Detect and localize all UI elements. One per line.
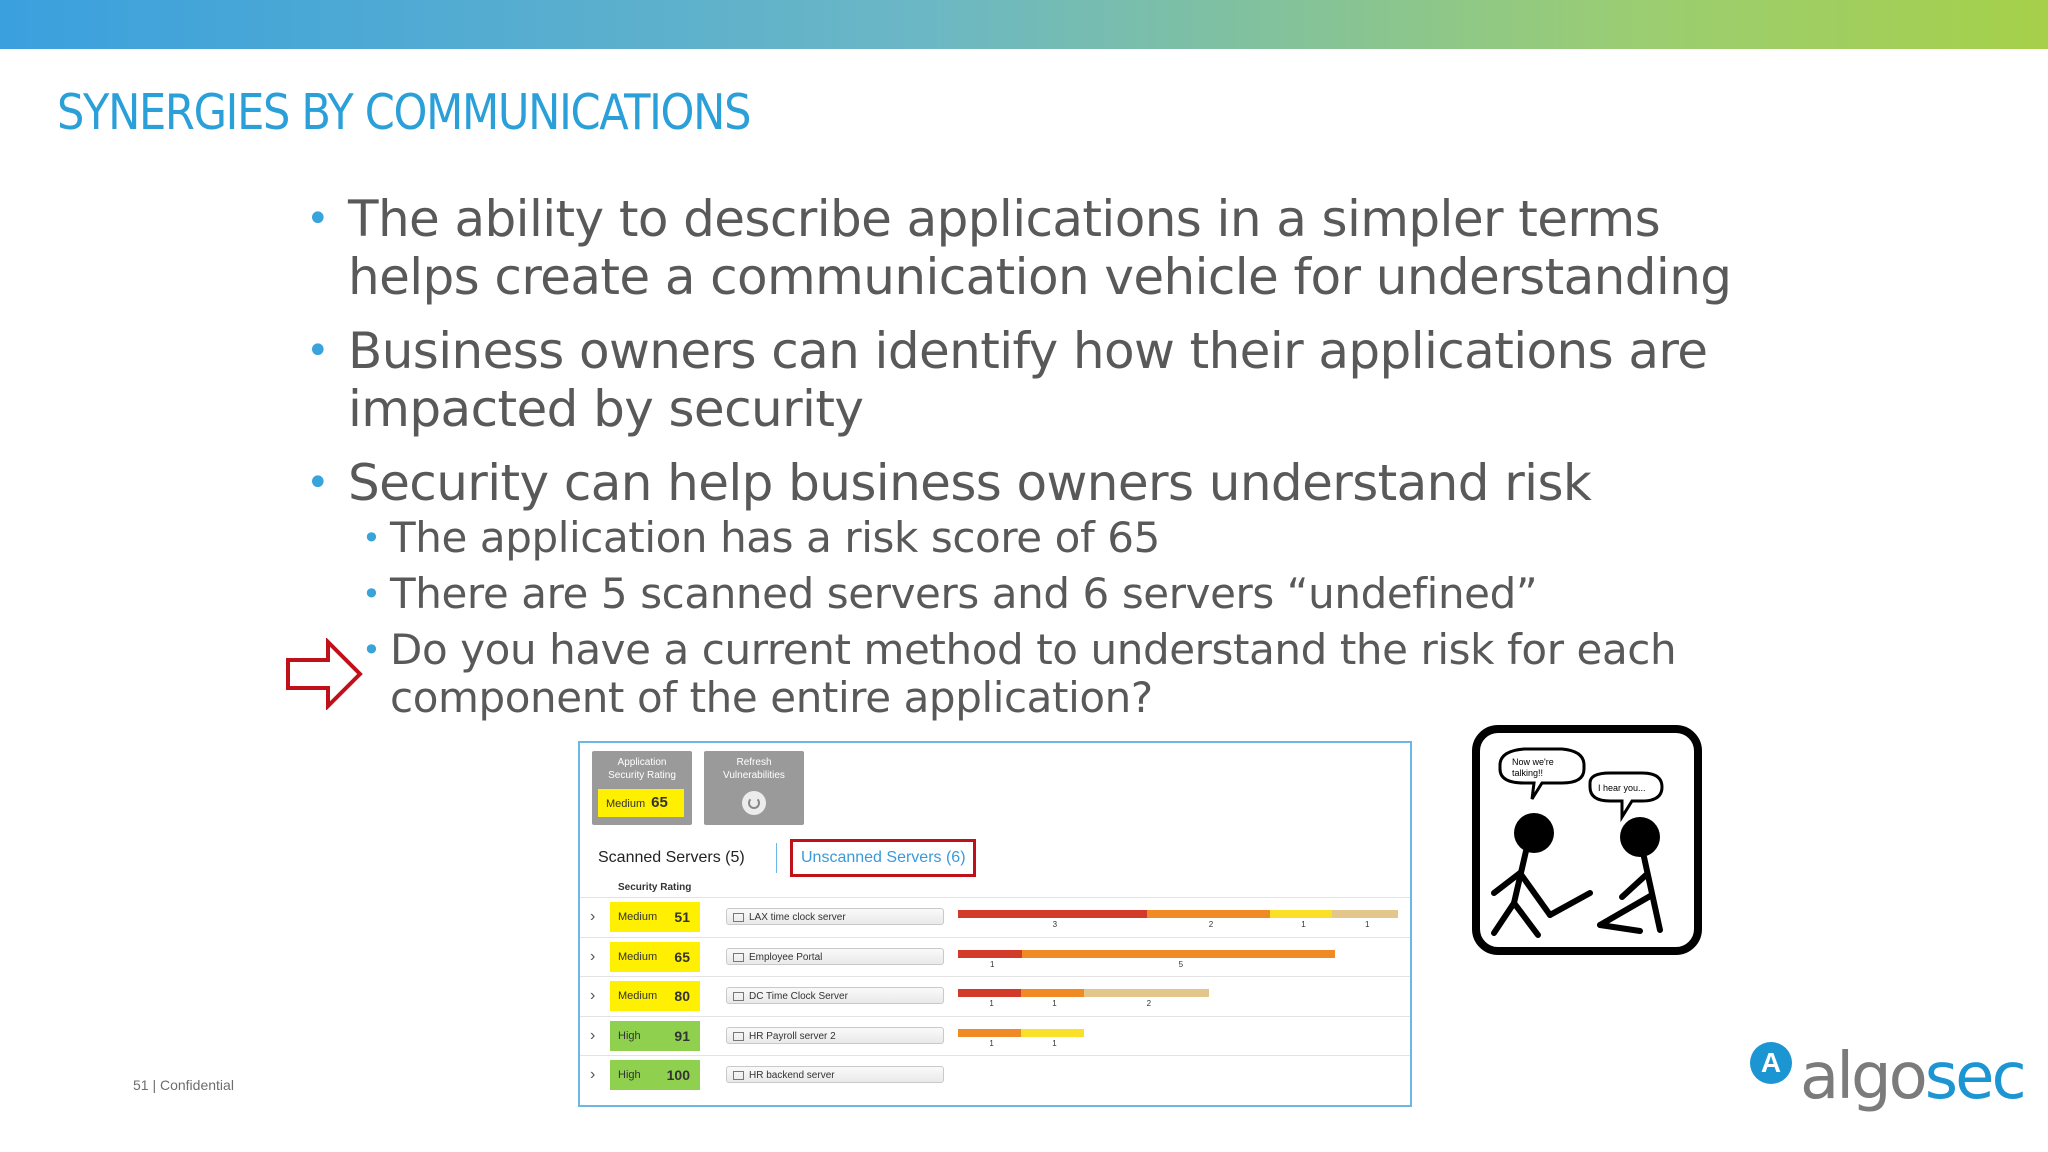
vulnerability-bar-segment: [1147, 910, 1270, 918]
vulnerability-bar-segment: [1022, 950, 1335, 958]
rating-level: Medium: [618, 911, 658, 923]
vulnerability-bar-segment: [958, 910, 1147, 918]
sub-bullet: [300, 570, 1760, 618]
bullet-dot-icon: •: [362, 631, 381, 669]
tile-label: Refresh Vulnerabilities: [723, 757, 785, 781]
bullet: [300, 322, 1760, 438]
bullet-dot-icon: •: [306, 460, 329, 506]
rating-badge: [610, 1060, 700, 1090]
bullet-dot-icon: •: [306, 328, 329, 374]
rating-badge: [610, 902, 700, 932]
rating-score: 65: [674, 948, 690, 965]
vulnerability-bar-segment: [1332, 910, 1398, 918]
rating-badge: [610, 981, 700, 1011]
rating-badge: [610, 942, 700, 972]
bar-segment-count: 5: [1178, 959, 1184, 969]
refresh-vulnerabilities-tile[interactable]: [704, 751, 804, 825]
vulnerability-bar-segment: [1021, 1029, 1084, 1037]
column-header-security-rating: Security Rating: [618, 882, 692, 893]
rating-level: High: [618, 1029, 641, 1042]
bar-segment-count: 1: [989, 1038, 994, 1048]
bullet-dot-icon: •: [306, 196, 329, 242]
vulnerability-bar-segment: [1270, 910, 1332, 918]
server-name[interactable]: HR Payroll server 2: [726, 1027, 944, 1044]
vulnerability-bar-segment: [958, 950, 1022, 958]
vulnerability-bar-segment: [1084, 989, 1210, 997]
bar-segment-count: 1: [1301, 920, 1306, 929]
security-rating-tile[interactable]: [592, 751, 692, 825]
sub-bullet-text: There are 5 scanned servers and 6 servers “undefined”: [390, 569, 1538, 618]
rating-score: 51: [674, 909, 690, 925]
bullet-dot-icon: •: [362, 519, 381, 557]
bar-segment-count: 1: [1365, 920, 1370, 929]
footer-confidential: 51 | Confidential: [133, 1077, 234, 1093]
bullet-dot-icon: •: [362, 575, 381, 613]
bar-segment-count: 2: [1208, 920, 1214, 929]
talking-people-cartoon: [1472, 725, 1702, 955]
refresh-icon: [742, 791, 766, 815]
table-row[interactable]: [580, 937, 1410, 977]
rating-score: 65: [651, 794, 668, 811]
sub-bullet-text: The application has a risk score of 65: [390, 513, 1160, 562]
svg-text:talking!!: talking!!: [1512, 768, 1544, 778]
vulnerability-bar-segment: [958, 1029, 1021, 1037]
server-name[interactable]: DC Time Clock Server: [726, 987, 944, 1004]
table-row[interactable]: [580, 1055, 1410, 1095]
app-screenshot-panel: [578, 741, 1412, 1107]
bullet-text: The ability to describe applications in a simpler terms helps create a communication vehicle for understanding: [348, 190, 1732, 306]
rating-level: High: [618, 1069, 641, 1081]
header-gradient-bar: [0, 0, 2048, 49]
slide-title: SYNERGIES BY COMMUNICATIONS: [57, 84, 751, 141]
bullet: [300, 454, 1760, 512]
logo-wordmark: algosec: [1800, 1040, 2024, 1114]
vulnerability-bar-segment: [958, 989, 1021, 997]
sub-bullet: [300, 514, 1760, 562]
bubble-left-text: Now we're: [1512, 757, 1554, 767]
rating-score: 80: [674, 988, 690, 1004]
vulnerability-bar-segment: [1021, 989, 1084, 997]
chevron-right-icon[interactable]: ›: [590, 908, 596, 925]
server-name[interactable]: Employee Portal: [726, 948, 944, 965]
rating-level: Medium: [606, 798, 646, 810]
algosec-logo: [1750, 1040, 2024, 1120]
chevron-right-icon[interactable]: ›: [590, 947, 596, 965]
bullet: [300, 190, 1760, 306]
tab-unscanned-servers[interactable]: Unscanned Servers (6): [790, 839, 976, 877]
red-arrow-icon: [284, 638, 364, 710]
server-name[interactable]: LAX time clock server: [726, 908, 944, 925]
sub-bullet: [300, 626, 1760, 722]
rating-level: Medium: [618, 950, 658, 963]
table-row[interactable]: [580, 1016, 1410, 1056]
table-row[interactable]: [580, 976, 1410, 1016]
bullet-list: [300, 190, 1760, 730]
bar-segment-count: 1: [990, 959, 995, 969]
sub-bullet-text: Do you have a current method to understand the risk for each component of the entire application?: [390, 625, 1677, 722]
logo-mark: A: [1750, 1042, 1792, 1084]
rating-level: Medium: [618, 990, 658, 1002]
bullet-text: Business owners can identify how their applications are impacted by security: [348, 322, 1708, 438]
rating-score: 100: [666, 1067, 690, 1083]
table-row[interactable]: [580, 897, 1410, 937]
chevron-right-icon[interactable]: ›: [590, 1026, 596, 1044]
bar-segment-count: 1: [989, 999, 994, 1008]
bar-segment-count: 3: [1052, 920, 1058, 929]
rating-score: 91: [674, 1027, 690, 1044]
tile-label: Application Security Rating: [608, 757, 676, 781]
tab-scanned-servers[interactable]: Scanned Servers (5): [598, 849, 745, 866]
bar-segment-count: 2: [1146, 999, 1152, 1008]
rating-badge: [610, 1021, 700, 1051]
chevron-right-icon[interactable]: ›: [590, 987, 596, 1004]
rating-badge: [598, 789, 684, 817]
bullet-text: Security can help business owners understand risk: [348, 454, 1592, 512]
tab-divider: [776, 843, 777, 873]
bar-segment-count: 1: [1052, 1038, 1057, 1048]
chevron-right-icon[interactable]: ›: [590, 1066, 596, 1083]
server-name[interactable]: HR backend server: [726, 1066, 944, 1083]
bar-segment-count: 1: [1052, 999, 1057, 1008]
bubble-right-text: I hear you...: [1598, 783, 1646, 793]
